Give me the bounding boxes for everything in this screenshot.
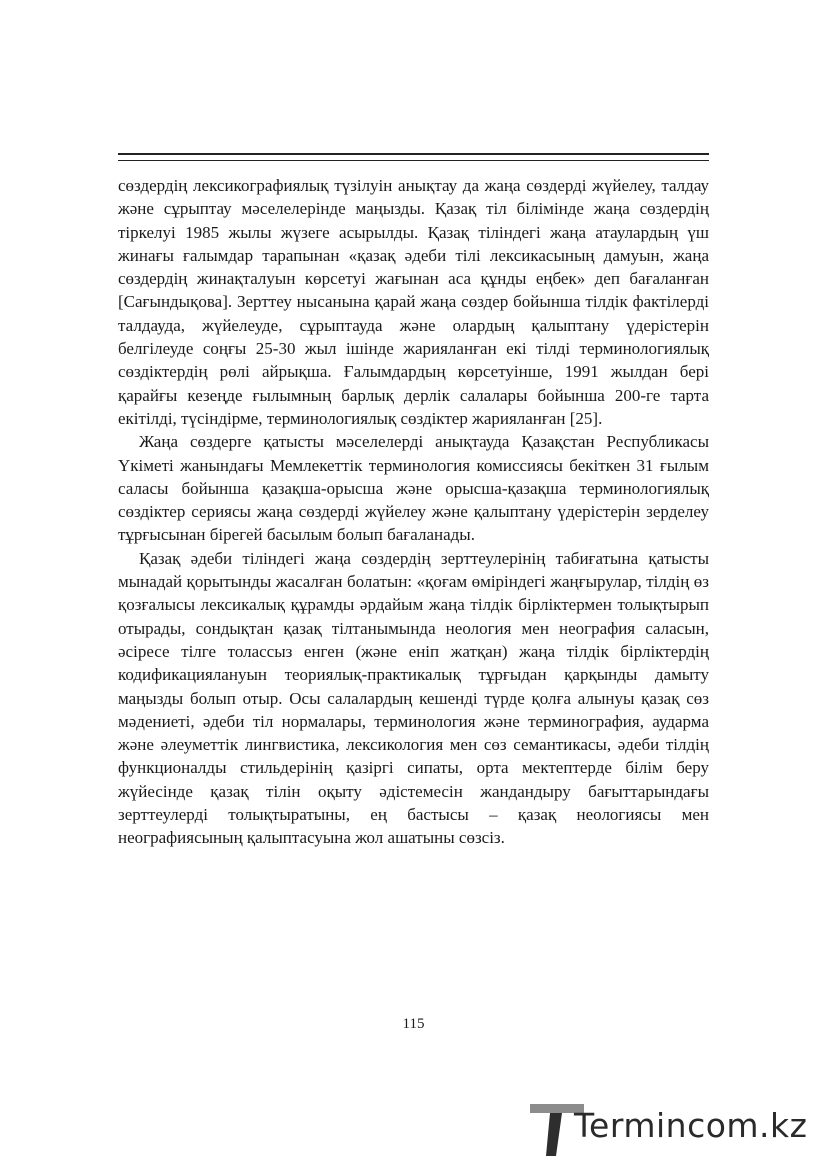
header-rule-thick bbox=[118, 153, 709, 155]
body-text bbox=[118, 174, 709, 850]
paragraph-1: сөздердің лексикографиялық түзілуін анықтау да жаңа сөздерді жүйелеу, талдау және сұрыптау мәселелерінде маңызды. Қазақ тіл білімінде жаңа сөздердің тіркелуі 1985 жылы жүзеге асырылды. Қазақ тіліндегі жаңа атаулардың үш жинағы ғалымдар тарапынан «қазақ әдеби тілі лексикасының дамуын, жаңа сөздердің жинақталуын көрсетуі жағынан аса құнды еңбек» деп бағаланған [Сағындықова]. Зерттеу нысанына қарай жаңа сөздер бойынша тілдік фактілерді талдауда, жүйелеуде, сұрыптауда және олардың қалыптану үдерістерін белгілеуде соңғы 25-30 жыл ішінде жарияланған екі тілді терминологиялық сөздіктердің рөлі айрықша. Ғалымдардың көрсетуінше, 1991 жылдан бері қарайғы кезеңде ғылымның барлық дерлік салалары бойынша 200-ге тарта екітілді, түсіндірме, терминологиялық сөздіктер жарияланған [25]. bbox=[118, 176, 709, 428]
paragraph-3: Қазақ әдеби тіліндегі жаңа сөздердің зерттеулерінің табиғатына қатысты мынадай қорытынды жасалған болатын: «қоғам өміріндегі жаңғырулар, тілдің өз қозғалысы лексикалық құрамды әрдайым жаңа тілдік бірліктермен толықтырып отырады, сондықтан қазақ тілтанымында неология мен неография саласын, әсіресе тілге толассыз енген (және еніп жатқан) жаңа тілдік бірліктердің кодификациялануын теориялық-практикалық тұрғыдан қарқынды дамыту маңызды болып отыр. Осы салалардың кешенді түрде қолға алынуы қазақ сөз мәдениеті, әдеби тіл нормалары, терминология және терминография, аударма және әлеуметтік лингвистика, лексикология мен сөз семантикасы, әдеби тілдің функционалды стильдерінің қазіргі сипаты, орта мектептерде білім беру жүйесінде қазақ тілін оқыту әдістемесін жандандыру бағыттарындағы зерттеулерді толықтыратыны, ең бастысы – қазақ неологиясы мен неографиясының қалыптасуына жол ашатыны сөзсіз. bbox=[118, 548, 709, 848]
page-number: 115 bbox=[402, 1016, 425, 1032]
logo-text: Termincom.kz bbox=[574, 1106, 808, 1145]
paragraph-2: Жаңа сөздерге қатысты мәселелерді анықтауда Қазақстан Республикасы Үкіметі жанындағы Мемлекеттік терминология комиссиясы бекіткен 31 ғылым саласы бойынша қазақша-орысша және орысша-қазақша терминологиялық сөздіктер сериясы жаңа сөздерді жүйелеу және қалыптану үдерістерін зерделеу тұрғысынан бірегей басылым болып бағаланады. bbox=[118, 432, 709, 545]
termincom-logo bbox=[528, 1100, 818, 1160]
header-rule-thin bbox=[118, 160, 709, 161]
